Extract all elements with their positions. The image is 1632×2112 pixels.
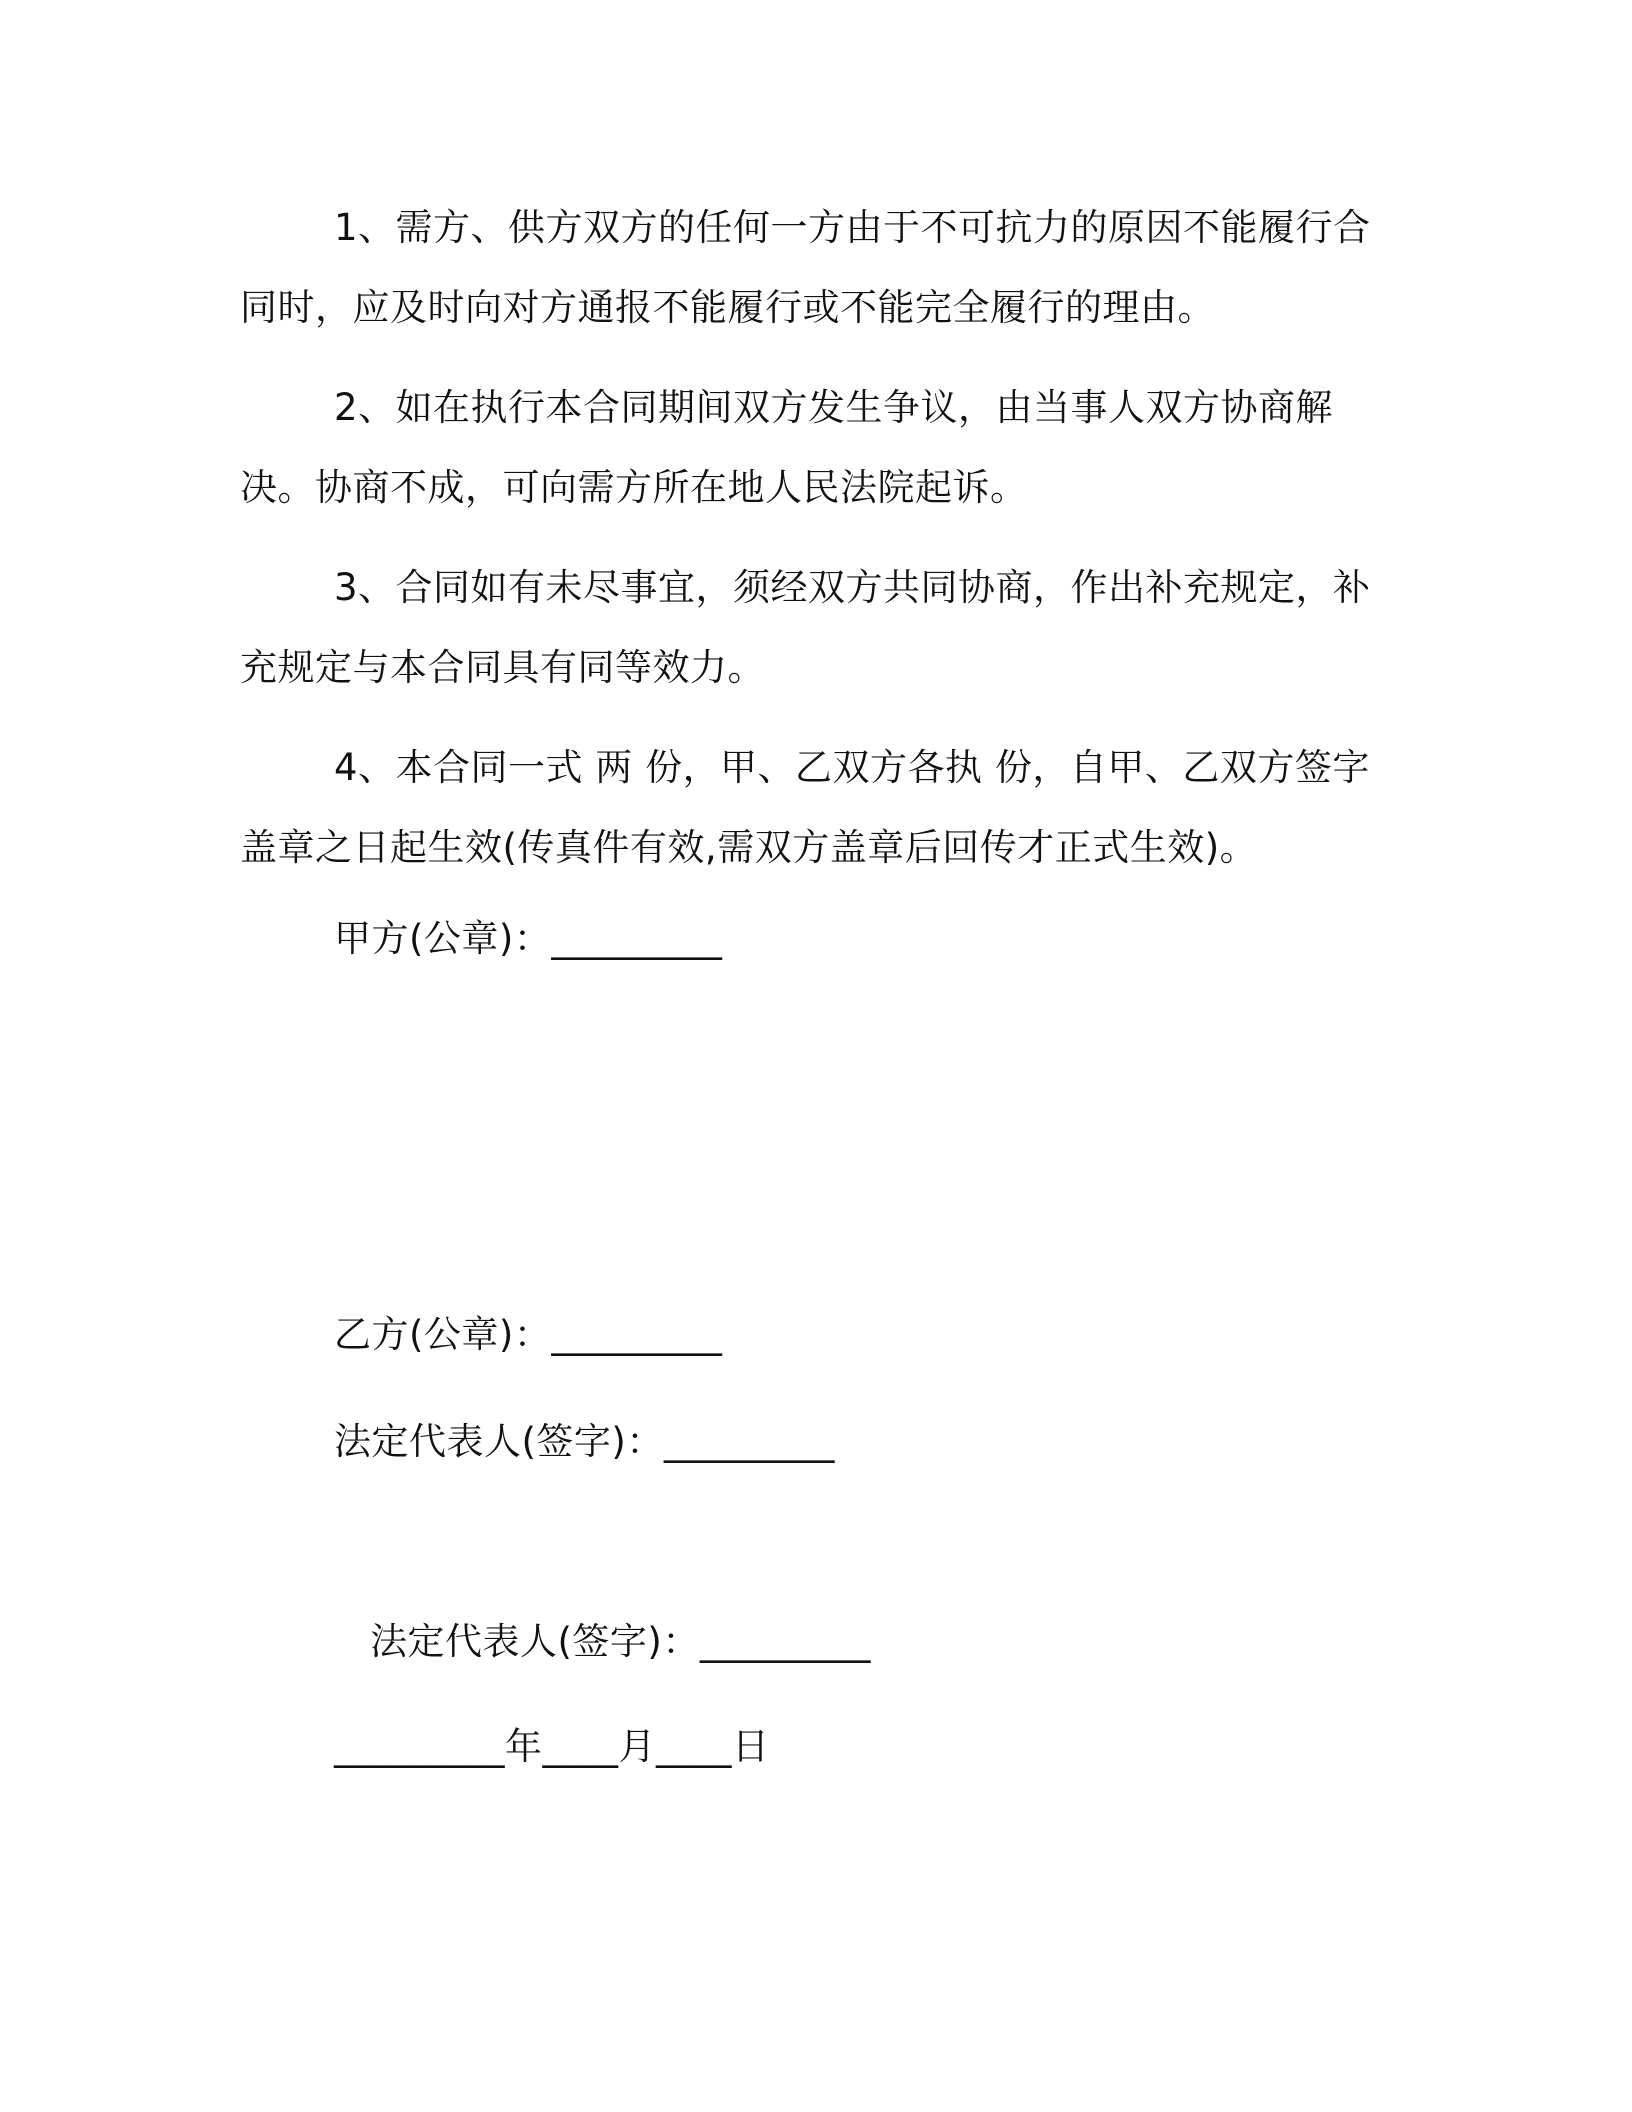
date-line: _________年____月____日 <box>334 1725 770 1768</box>
party-a-seal-line: 甲方(公章)：_________ <box>334 917 723 960</box>
clause-3: 3、合同如有未尽事宜，须经双方共同协商，作出补充规定，补充规定与本合同具有同等效力。 <box>240 566 1371 689</box>
clause-2: 2、如在执行本合同期间双方发生争议，由当事人双方协商解决。协商不成，可向需方所在地人民法院起诉。 <box>240 386 1334 509</box>
legal-representative-line-1: 法定代表人(签字)：_________ <box>334 1420 835 1463</box>
clause-4: 4、本合同一式 两 份，甲、乙双方各执 份，自甲、乙双方签字盖章之日起生效(传真件有效,需双方盖章后回传才正式生效)。 <box>240 746 1370 869</box>
legal-representative-line-2: 法定代表人(签字)：_________ <box>370 1620 871 1663</box>
party-b-seal-line: 乙方(公章)：_________ <box>334 1313 723 1356</box>
clause-1: 1、需方、供方双方的任何一方由于不可抗力的原因不能履行合同时，应及时向对方通报不能履行或不能完全履行的理由。 <box>240 206 1371 329</box>
